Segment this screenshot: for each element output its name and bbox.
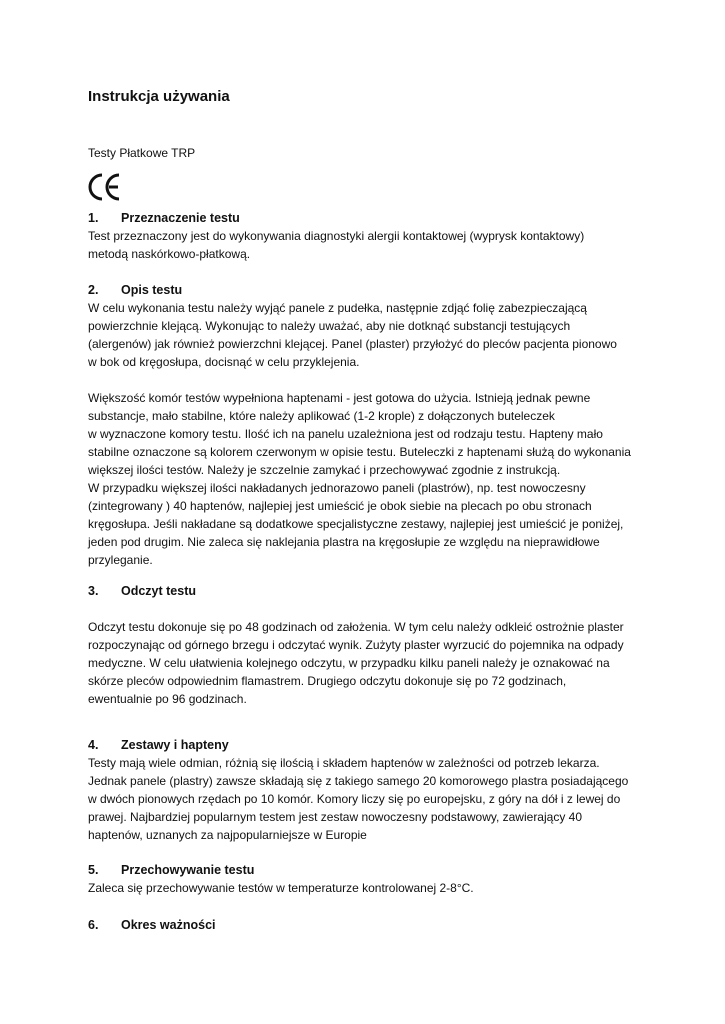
text-line: stabilne oznaczone są kolorem czerwonym w opisie testu. Buteleczki z haptenami służą do wykonania	[88, 445, 631, 459]
text-line: Test przeznaczony jest do wykonywania diagnostyki alergii kontaktowej (wyprysk kontaktowy)	[88, 229, 585, 243]
section-number: 5.	[88, 863, 99, 877]
section-title: Przeznaczenie testu	[121, 211, 240, 225]
text-line: przyleganie.	[88, 553, 153, 567]
text-line: prawej. Najbardziej popularnym testem jest zestaw nowoczesny podstawowy, zawierający 40	[88, 810, 583, 824]
text-line: w dwóch pionowych rzędach po 10 komór. Komory liczy się po europejsku, z góry na dół i z lewej do	[88, 792, 621, 806]
ce-mark-icon	[88, 172, 122, 202]
text-line: (alergenów) jak również powierzchni klejącej. Panel (plaster) przyłożyć do pleców pacjenta pionowo	[88, 337, 617, 351]
section-heading	[88, 736, 648, 754]
section-heading	[88, 209, 648, 227]
section-title: Okres ważności	[121, 918, 216, 932]
section-heading	[88, 916, 648, 934]
text-line: metodą naskórkowo-płatkową.	[88, 247, 251, 261]
section-paragraph	[88, 227, 648, 263]
section-number: 6.	[88, 918, 99, 932]
text-line: Jednak panele (plastry) zawsze składają się z takiego samego 20 komorowego plastra posiadającego	[88, 774, 629, 788]
text-line: (zintegrowany ) 40 haptenów, najlepiej jest umieścić je obok siebie na plecach po obu stronach	[88, 499, 592, 513]
text-line: medyczne. W celu ułatwienia kolejnego odczytu, w przypadku kilku paneli należy je oznakować na	[88, 656, 610, 670]
text-line: rozpoczynając od górnego brzegu i odczytać wynik. Zużyty plaster wyrzucić do pojemnika na odpady	[88, 638, 624, 652]
section-paragraph	[88, 879, 648, 897]
section-5	[88, 861, 648, 897]
text-line: powierzchnie klejącą. Wykonując to należy uważać, aby nie dotknąć substancji testujących	[88, 319, 571, 333]
text-line: haptenów, uznanych za najpopularniejsze w Europie	[88, 828, 367, 842]
text-line: jeden pod drugim. Nie zaleca się naklejania plastra na kręgosłupie ze względu na nieprawidłowe	[88, 535, 600, 549]
section-3	[88, 582, 648, 708]
text-line: W celu wykonania testu należy wyjąć panele z pudełka, następnie zdjąć folię zabezpieczającą	[88, 301, 587, 315]
text-line: w wyznaczone komory testu. Ilość ich na panelu uzależniona jest od rodzaju testu. Hapteny mało	[88, 427, 603, 441]
section-paragraph	[88, 618, 648, 708]
section-heading	[88, 582, 648, 600]
section-paragraph	[88, 389, 648, 569]
text-line: w bok od kręgosłupa, docisnąć w celu przyklejenia.	[88, 355, 360, 369]
text-line: skórze pleców odpowiednim flamastrem. Drugiego odczytu dokonuje się po 72 godzinach,	[88, 674, 567, 688]
text-line: kręgosłupa. Jeśli nakładane są dodatkowe specjalistyczne zestawy, najlepiej jest umieścić je poniżej,	[88, 517, 624, 531]
text-line: Zaleca się przechowywanie testów w temperaturze kontrolowanej 2-8°C.	[88, 881, 474, 895]
section-title: Odczyt testu	[121, 584, 197, 598]
section-4	[88, 736, 648, 844]
section-6	[88, 916, 648, 934]
product-name: Testy Płatkowe TRP	[88, 146, 196, 160]
text-line: substancje, mało stabilne, które należy aplikować (1-2 krople) z dołączonych buteleczek	[88, 409, 555, 423]
section-number: 2.	[88, 283, 99, 297]
section-number: 3.	[88, 584, 99, 598]
section-title: Przechowywanie testu	[121, 863, 255, 877]
section-1	[88, 209, 648, 263]
section-number: 1.	[88, 211, 99, 225]
section-title: Opis testu	[121, 283, 183, 297]
text-line: Odczyt testu dokonuje się po 48 godzinach od założenia. W tym celu należy odkleić ostrożnie plaster	[88, 620, 624, 634]
document-title: Instrukcja używania	[88, 88, 230, 105]
section-paragraph	[88, 299, 648, 371]
text-line: Większość komór testów wypełniona haptenami - jest gotowa do użycia. Istnieją jednak pewne	[88, 391, 591, 405]
text-line: W przypadku większej ilości nakładanych jednorazowo paneli (plastrów), np. test nowoczesny	[88, 481, 586, 495]
section-2	[88, 281, 648, 569]
section-paragraph	[88, 754, 648, 844]
section-number: 4.	[88, 738, 99, 752]
section-heading	[88, 861, 648, 879]
text-line: Testy mają wiele odmian, różnią się ilością i składem haptenów w zależności od potrzeb lekarza.	[88, 756, 600, 770]
section-heading	[88, 281, 648, 299]
section-title: Zestawy i hapteny	[121, 738, 229, 752]
text-line: większej ilości testów. Należy je szczelnie zamykać i przechowywać zgodnie z instrukcją.	[88, 463, 561, 477]
text-line: ewentualnie po 96 godzinach.	[88, 692, 247, 706]
